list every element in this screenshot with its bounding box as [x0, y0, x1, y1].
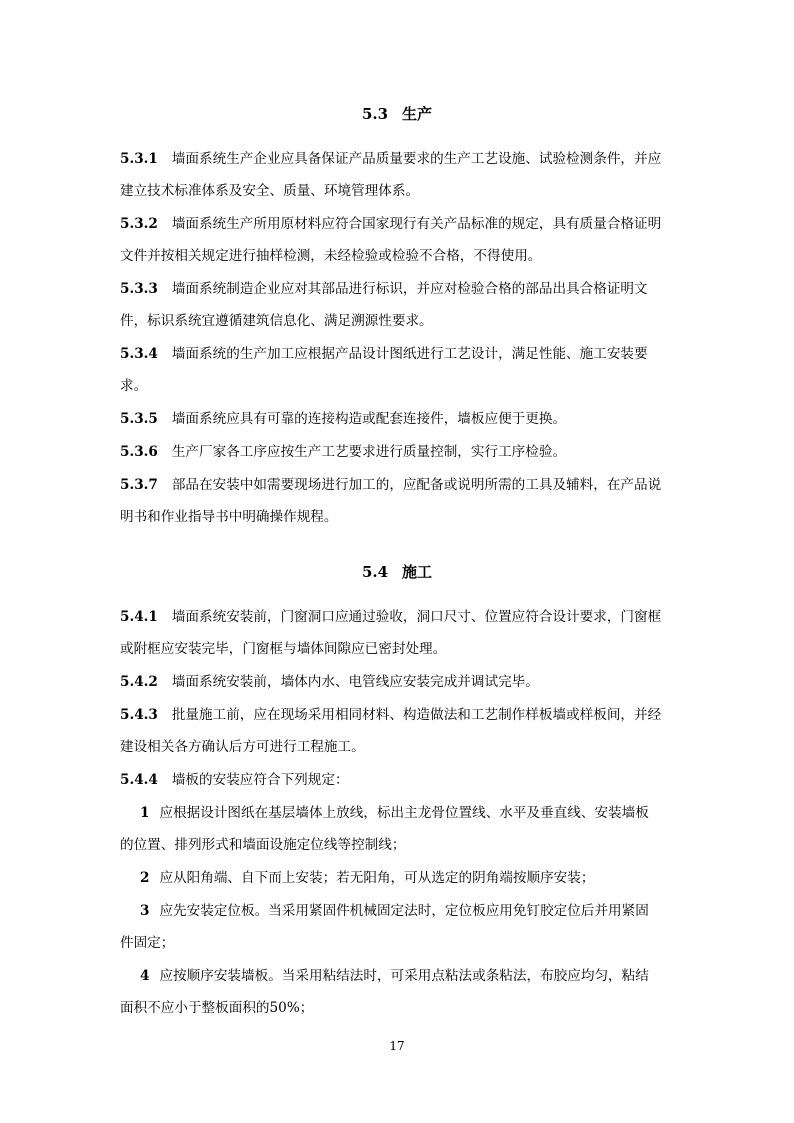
item-text: 应根据设计图纸在基层墙体上放线，标出主龙骨位置线、水平及垂直线、安装墙板: [159, 805, 649, 821]
clause-text: 建设相关各方确认后方可进行工程施工。: [120, 739, 365, 755]
clause-number: 5.4.3: [120, 707, 158, 723]
item-number: 2: [140, 870, 150, 886]
clause-5-3-4: [120, 338, 676, 402]
section-title-5-4: [0, 561, 794, 583]
clause-text: 墙面系统生产所用原材料应符合国家现行有关产品标准的规定，具有质量合格证明: [171, 216, 662, 232]
clause-text: 建立技术标准体系及安全、质量、环境管理体系。: [120, 183, 420, 199]
item-number: 1: [140, 805, 150, 821]
item-number: 4: [140, 968, 150, 984]
clause-5-3-3: [120, 273, 676, 337]
clause-number: 5.3.6: [120, 444, 158, 460]
clause-text: 生产厂家各工序应按生产工艺要求进行质量控制，实行工序检验。: [171, 444, 567, 460]
section-number: 5.4: [361, 563, 389, 581]
list-item-3: [120, 895, 676, 959]
clause-text: 求。: [120, 378, 148, 394]
clause-text: 墙面系统应具有可靠的连接构造或配套连接件，墙板应便于更换。: [171, 411, 567, 427]
item-text: 应先安装定位板。当采用紧固件机械固定法时，定位板应用免钉胶定位后并用紧固: [159, 903, 649, 919]
item-text: 件固定；: [120, 935, 175, 951]
clause-text: 件，标识系统宜遵循建筑信息化、满足溯源性要求。: [120, 313, 433, 329]
item-text: 应按顺序安装墙板。当采用粘结法时，可采用点粘法或条粘法，布胶应均匀，粘结: [159, 968, 649, 984]
clause-text: 明书和作业指导书中明确操作规程。: [120, 509, 338, 525]
clause-5-4-1: [120, 601, 676, 665]
clause-number: 5.4.2: [120, 674, 158, 690]
clause-text: 墙面系统制造企业应对其部品进行标识，并应对检验合格的部品出具合格证明文: [171, 281, 648, 297]
clause-5-3-1: [120, 143, 676, 207]
clause-5-3-2: [120, 208, 676, 272]
section-heading: 生产: [402, 105, 433, 123]
clause-number: 5.3.2: [120, 216, 158, 232]
list-item-4: [120, 960, 676, 1024]
clause-text: 或附框应安装完毕，门窗框与墙体间隙应已密封处理。: [120, 641, 447, 657]
clause-5-4-3: [120, 699, 676, 763]
clause-text: 批量施工前，应在现场采用相同材料、构造做法和工艺制作样板墙或样板间，并经: [171, 707, 662, 723]
clause-text: 墙面系统的生产加工应根据产品设计图纸进行工艺设计，满足性能、施工安装要: [171, 346, 648, 362]
clause-5-3-6: [120, 436, 676, 468]
clause-text: 文件并按相关规定进行抽样检测，未经检验或检验不合格，不得使用。: [120, 248, 542, 264]
item-text: 的位置、排列形式和墙面设施定位线等控制线；: [120, 837, 406, 853]
clause-5-4-4: [120, 764, 676, 796]
clause-number: 5.3.3: [120, 281, 158, 297]
clause-number: 5.4.1: [120, 609, 158, 625]
item-text: 应从阳角端、自下而上安装；若无阳角，可从选定的阴角端按顺序安装；: [159, 870, 595, 886]
clause-5-3-5: [120, 403, 676, 435]
clause-number: 5.3.1: [120, 151, 158, 167]
section-title-5-3: [0, 103, 794, 125]
clause-text: 墙板的安装应符合下列规定：: [171, 772, 349, 788]
clause-number: 5.4.4: [120, 772, 158, 788]
section-number: 5.3: [361, 105, 389, 123]
clause-number: 5.3.4: [120, 346, 158, 362]
list-item-2: [120, 862, 676, 894]
clause-number: 5.3.7: [120, 477, 158, 493]
page-number: 17: [389, 1039, 405, 1053]
clause-text: 墙面系统安装前，门窗洞口应通过验收，洞口尺寸、位置应符合设计要求，门窗框: [171, 609, 662, 625]
clause-text: 部品在安装中如需要现场进行加工的，应配备或说明所需的工具及辅料，在产品说: [171, 477, 662, 493]
clause-text: 墙面系统生产企业应具备保证产品质量要求的生产工艺设施、试验检测条件，并应: [171, 151, 662, 167]
clause-number: 5.3.5: [120, 411, 158, 427]
clause-5-4-2: [120, 666, 676, 698]
clause-5-3-7: [120, 469, 676, 533]
section-heading: 施工: [402, 563, 433, 581]
clause-text: 墙面系统安装前，墙体内水、电管线应安装完成并调试完毕。: [171, 674, 539, 690]
item-text: 面积不应小于整板面积的50%；: [120, 1000, 314, 1016]
item-number: 3: [140, 903, 150, 919]
list-item-1: [120, 797, 676, 861]
